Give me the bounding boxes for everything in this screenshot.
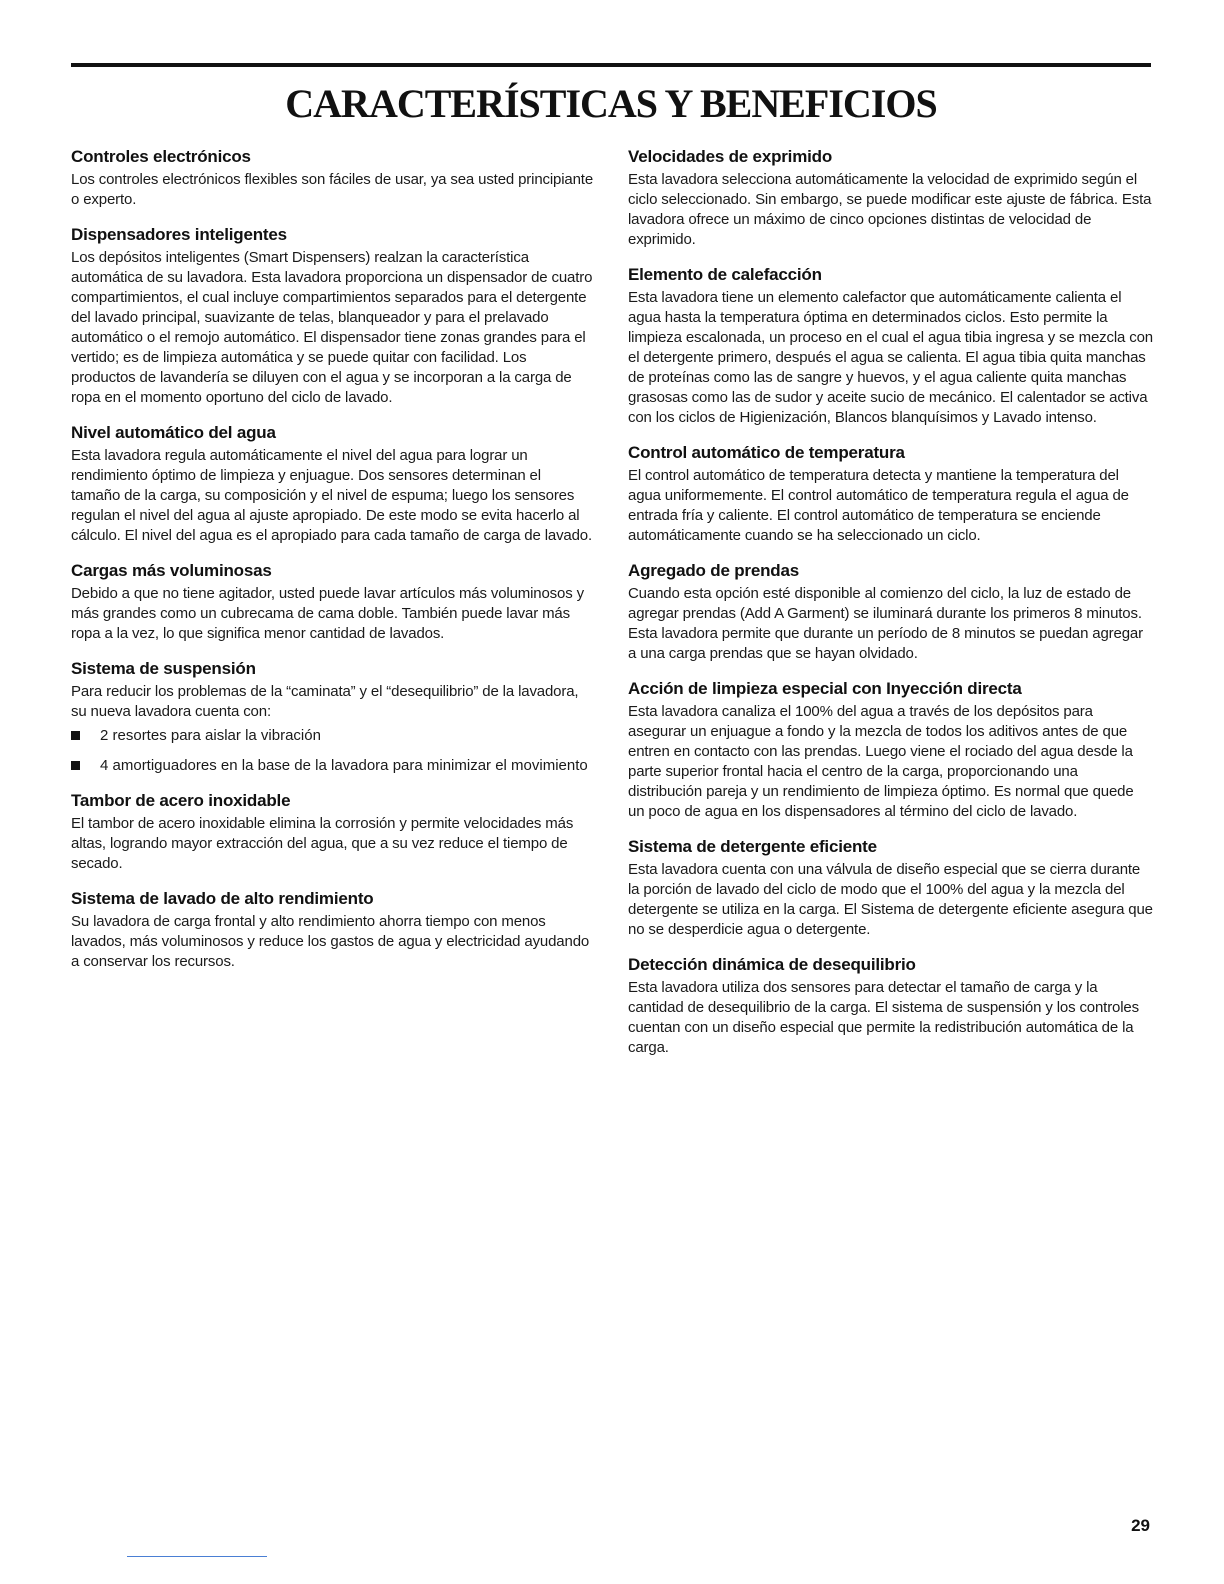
section-velocidades-exprimido xyxy=(628,146,1153,250)
section-heading: Tambor de acero inoxidable xyxy=(71,791,291,810)
left-column xyxy=(71,146,593,986)
section-detergente-eficiente xyxy=(628,836,1153,940)
section-sistema-suspension xyxy=(71,658,593,776)
footer-line xyxy=(127,1556,267,1557)
section-text: El tambor de acero inoxidable elimina la corrosión y permite velocidades más altas, logrando mayor extracción del agua, que a su vez reduce el tiempo de secado. xyxy=(71,815,574,872)
bullet-item xyxy=(71,726,593,746)
section-elemento-calefaccion xyxy=(628,264,1153,428)
square-bullet-icon xyxy=(71,761,80,770)
section-controles-electronicos xyxy=(71,146,593,210)
section-text: Esta lavadora cuenta con una válvula de diseño especial que se cierra durante la porción de lavado del ciclo de modo que el 100% del agua y la mezcla del detergente se utiliza en la carga. El Sistema de detergente eficiente asegura que no se desperdicie agua o detergente. xyxy=(628,861,1153,938)
section-heading: Dispensadores inteligentes xyxy=(71,225,287,244)
section-inyeccion-directa xyxy=(628,678,1153,822)
section-text: Esta lavadora canaliza el 100% del agua a través de los depósitos para asegurar un enjuague a fondo y la mezcla de todos los aditivos antes de que entren en contacto con las prendas. Luego viene el rociado del agua desde la parte superior frontal hacia el centro de la carga, proporcionando una distribución pareja y un rendimiento de limpieza óptimo. Es normal que quede un poco de agua en los dispensadores al término del ciclo de lavado. xyxy=(628,703,1134,820)
section-text: Esta lavadora selecciona automáticamente la velocidad de exprimido según el ciclo seleccionado. Sin embargo, se puede modificar este ajuste de fábrica. Esta lavadora ofrece un máximo de cinco opciones distintas de velocidad de exprimido. xyxy=(628,171,1152,248)
section-text: Esta lavadora utiliza dos sensores para detectar el tamaño de carga y la cantidad de desequilibrio de la carga. El sistema de suspensión y los controles cuentan con un diseño especial que permite la redistribución automática de la carga. xyxy=(628,979,1139,1056)
section-text: Cuando esta opción esté disponible al comienzo del ciclo, la luz de estado de agregar prendas (Add A Garment) se iluminará durante los primeros 8 minutos. Esta lavadora permite que durante un período de 8 minutos se puedan agregar a una carga prendas que se hayan olvidado. xyxy=(628,585,1143,662)
section-heading: Nivel automático del agua xyxy=(71,423,276,442)
bullet-text: 4 amortiguadores en la base de la lavadora para minimizar el movimiento xyxy=(100,757,588,774)
right-column xyxy=(628,146,1153,1072)
section-heading: Agregado de prendas xyxy=(628,561,799,580)
section-control-temperatura xyxy=(628,442,1153,546)
section-heading: Velocidades de exprimido xyxy=(628,147,832,166)
bullet-text: 2 resortes para aislar la vibración xyxy=(100,727,321,744)
section-cargas-voluminosas xyxy=(71,560,593,644)
section-heading: Controles electrónicos xyxy=(71,147,251,166)
section-heading: Elemento de calefacción xyxy=(628,265,822,284)
square-bullet-icon xyxy=(71,731,80,740)
section-lavado-alto-rendimiento xyxy=(71,888,593,972)
section-heading: Sistema de lavado de alto rendimiento xyxy=(71,889,374,908)
top-rule xyxy=(71,63,1151,67)
section-heading: Cargas más voluminosas xyxy=(71,561,272,580)
section-text: Los controles electrónicos flexibles son fáciles de usar, ya sea usted principiante o experto. xyxy=(71,171,594,208)
section-dispensadores-inteligentes xyxy=(71,224,593,408)
section-text: Debido a que no tiene agitador, usted puede lavar artículos más voluminosos y más grandes como un cubrecama de cama doble. También puede lavar más ropa a la vez, lo que significa menor cantidad de lavados. xyxy=(71,585,584,642)
bullet-list xyxy=(71,726,593,776)
section-text: Esta lavadora regula automáticamente el nivel del agua para lograr un rendimiento óptimo de limpieza y enjuague. Dos sensores determinan el tamaño de la carga, su composición y el nivel de espuma; luego los sensores regulan el nivel del agua al ajuste apropiado. De este modo se evita hacerlo al cálculo. El nivel del agua es el apropiado para cada tamaño de carga de lavado. xyxy=(71,447,593,544)
section-heading: Sistema de detergente eficiente xyxy=(628,837,877,856)
section-tambor-acero xyxy=(71,790,593,874)
section-heading: Acción de limpieza especial con Inyección directa xyxy=(628,679,1022,698)
section-text: Para reducir los problemas de la “caminata” y el “desequilibrio” de la lavadora, su nueva lavadora cuenta con: xyxy=(71,683,579,720)
section-heading: Control automático de temperatura xyxy=(628,443,905,462)
section-text: Los depósitos inteligentes (Smart Dispensers) realzan la característica automática de su lavadora. Esta lavadora proporciona un dispensador de cuatro compartimientos, el cual incluye compartimientos separados para el detergente del lavado principal, suavizante de telas, blanqueador y para el prelavado automático o el remojo automático. El dispensador tiene zonas grandes para el vertido; es de limpieza automática y se puede quitar con facilidad. Los productos de lavandería se diluyen con el agua y se incorporan a la carga de ropa en el momento oportuno del ciclo de lavado. xyxy=(71,249,593,406)
section-text: El control automático de temperatura detecta y mantiene la temperatura del agua uniformemente. El control automático de temperatura regula el agua de entrada fría y caliente. El control automático de temperatura se enciende automáticamente cuando se ha seleccionado un ciclo. xyxy=(628,467,1129,544)
section-heading: Sistema de suspensión xyxy=(71,659,256,678)
section-heading: Detección dinámica de desequilibrio xyxy=(628,955,916,974)
section-deteccion-desequilibrio xyxy=(628,954,1153,1058)
bullet-item xyxy=(71,756,593,776)
section-nivel-automatico-agua xyxy=(71,422,593,546)
page-title: CARACTERÍSTICAS Y BENEFICIOS xyxy=(285,81,937,126)
section-agregado-prendas xyxy=(628,560,1153,664)
section-text: Esta lavadora tiene un elemento calefactor que automáticamente calienta el agua hasta la temperatura óptima en determinados ciclos. Esto permite la limpieza escalonada, un proceso en el cual el agua tibia ingresa y se mezcla con el detergente primero, después el agua se calienta. El agua tibia quita manchas de proteínas como las de sangre y huevos, y el agua caliente quita manchas grasosas como las de sudor y aceite sucio de mecánico. El calentador se activa con los ciclos de Higienización, Blancos blanquísimos y Lavado intenso. xyxy=(628,289,1153,426)
page-number: 29 xyxy=(1131,1516,1150,1535)
section-text: Su lavadora de carga frontal y alto rendimiento ahorra tiempo con menos lavados, más voluminosos y reduce los gastos de agua y electricidad ayudando a conservar los recursos. xyxy=(71,913,590,970)
